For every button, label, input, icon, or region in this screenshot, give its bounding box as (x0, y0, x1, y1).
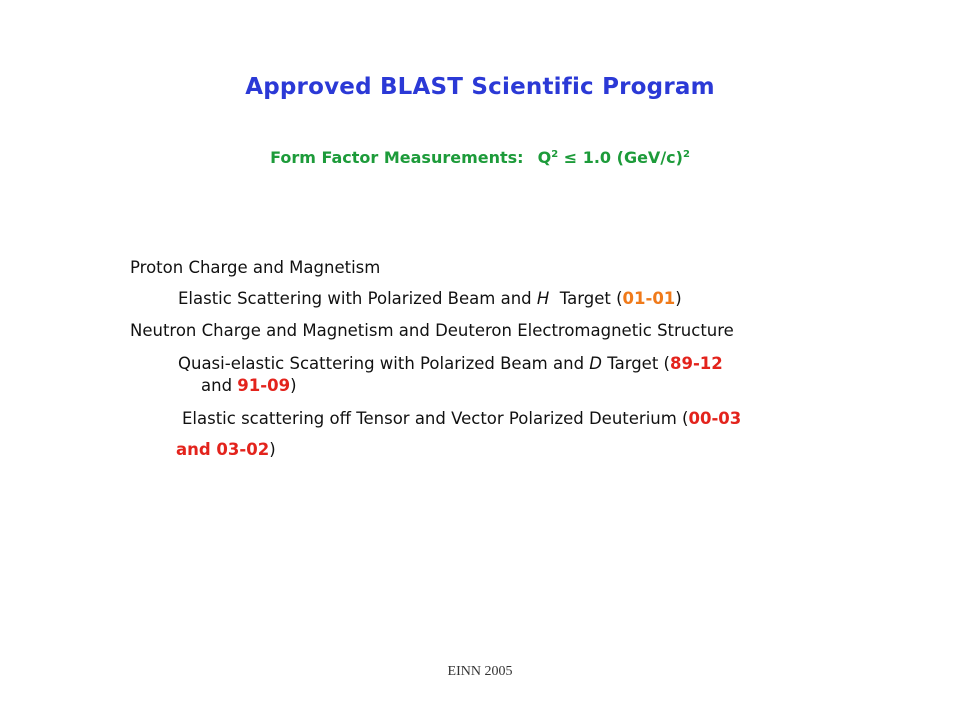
item-text: Target ( (549, 289, 623, 308)
item-text: ) (290, 376, 297, 395)
item-proton-heading (130, 258, 380, 277)
target-h: H (536, 289, 550, 308)
item-text: and (201, 376, 238, 395)
subtitle-value-exponent: 2 (682, 149, 690, 160)
item-text: ) (675, 289, 682, 308)
item-text: Proton Charge and Magnetism (130, 258, 381, 277)
slide-title: Approved BLAST Scientific Program (245, 74, 715, 100)
item-text: Target ( (602, 354, 670, 373)
item-text: ) (269, 440, 276, 459)
experiment-code: 89-12 (670, 354, 723, 373)
item-text: Quasi-elastic Scattering with Polarized Beam and (178, 354, 590, 373)
subtitle-le-symbol: ≤ (563, 148, 578, 167)
experiment-code: 00-03 (688, 409, 742, 428)
item-text: Neutron Charge and Magnetism and Deuteron Electromagnetic Structure (130, 321, 734, 340)
subtitle-label: Form Factor Measurements: (270, 148, 524, 167)
experiment-code: 91-09 (237, 376, 291, 395)
item-deuterium-elastic-cont (176, 440, 276, 459)
subtitle-q: Q (537, 148, 552, 167)
experiment-code: and 03-02 (176, 440, 270, 459)
item-text: Elastic scattering off Tensor and Vector Polarized Deuterium ( (182, 409, 689, 428)
subtitle-q-exponent: 2 (551, 149, 559, 160)
slide-footer: EINN 2005 (447, 664, 513, 679)
item-proton-elastic (178, 289, 682, 308)
item-neutron-heading (130, 321, 734, 340)
item-text: Elastic Scattering with Polarized Beam and (178, 289, 537, 308)
item-quasi-elastic-cont (201, 376, 297, 395)
subtitle-value: 1.0 (GeV/c) (582, 148, 683, 167)
item-quasi-elastic (178, 354, 723, 373)
target-d: D (589, 354, 603, 373)
item-deuterium-elastic (182, 409, 741, 428)
slide-subtitle (0, 148, 960, 167)
experiment-code: 01-01 (622, 289, 676, 308)
